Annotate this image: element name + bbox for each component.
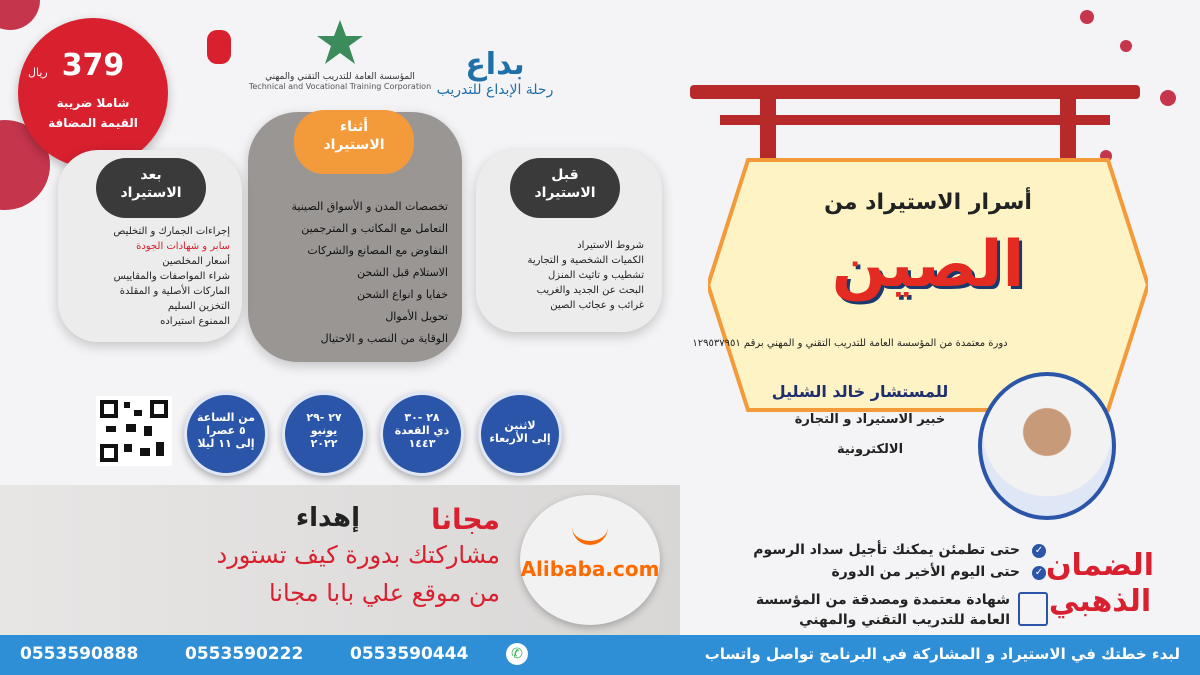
- ibda-logo: [410, 15, 580, 115]
- phone-number[interactable]: 0553590444: [350, 644, 469, 664]
- list-item: التخزين السليم: [167, 301, 230, 312]
- list-item: شروط الاستيراد: [577, 240, 644, 251]
- blossom-decoration: [0, 0, 40, 30]
- time-line-1: من الساعة: [197, 411, 255, 424]
- gregorian-line-2: يونيو: [310, 424, 338, 437]
- days-line-2: إلى الأربعاء: [489, 432, 551, 445]
- lightbulb-icon: [410, 15, 580, 47]
- list-item: تحويل الأموال: [385, 310, 448, 323]
- footer-bar: [0, 635, 1200, 675]
- price-currency: ريال: [28, 66, 48, 79]
- list-item: تشطيب و تاثيث المنزل: [548, 270, 644, 281]
- price-amount: 379: [61, 48, 125, 83]
- consultant-role-2: الالكترونية: [836, 442, 904, 457]
- list-item: تخصصات المدن و الأسواق الصينية: [291, 200, 448, 213]
- hijri-line-1: ٢٨ -٣٠: [404, 411, 440, 424]
- whatsapp-icon[interactable]: ✆: [506, 643, 528, 665]
- tvtc-name-en: Technical and Vocational Training Corporation: [248, 82, 432, 91]
- phone-number[interactable]: 0553590222: [185, 644, 304, 664]
- golden-title-line-2: الذهبي: [1048, 584, 1152, 619]
- guarantee-certificate-line-1: شهادة معتمدة ومصدقة من المؤسسة: [755, 592, 1010, 608]
- days-circle: [478, 392, 562, 476]
- alibaba-brand: Alibaba.com: [520, 557, 660, 581]
- list-item: خفايا و انواع الشحن: [356, 288, 448, 301]
- gregorian-date-circle: [282, 392, 366, 476]
- price-vat-line-1: شاملا ضريبة: [56, 96, 130, 110]
- during-title-line-1: أثناء: [339, 119, 369, 135]
- headline-country: الصين: [831, 228, 1025, 302]
- list-item: البحث عن الجديد والغريب: [536, 285, 644, 296]
- list-item: إجراءات الجمارك و التخليص: [113, 226, 230, 237]
- consultant-name: للمستشار خالد الشليل: [771, 382, 949, 401]
- before-title-line-2: الاستيراد: [534, 185, 596, 201]
- list-item: غرائب و عجائب الصين: [550, 300, 644, 311]
- price-vat-line-2: القيمة المضافة: [48, 116, 138, 130]
- after-title: [96, 158, 206, 218]
- qr-code-icon[interactable]: [96, 396, 172, 466]
- check-icon: ✓: [1032, 566, 1046, 580]
- certification-note: دورة معتمدة من المؤسسة العامة للتدريب التقني و المهني برقم ١٢٩٥٣٧٩٥١: [692, 338, 1008, 349]
- certificate-icon: [1018, 592, 1048, 626]
- phone-number[interactable]: 0553590888: [20, 644, 139, 664]
- after-list: [113, 226, 230, 331]
- list-item: شراء المواصفات والمقاييس: [113, 271, 230, 282]
- hijri-line-2: ذي القعدة: [394, 424, 450, 437]
- torii-gate-decoration: [690, 85, 1140, 99]
- blossom-decoration: [1080, 10, 1094, 24]
- gift-line-2: من موقع علي بابا مجانا: [268, 579, 500, 607]
- list-item: سابر و شهادات الجودة: [136, 241, 230, 252]
- footer-text: لبدء خطتك في الاستيراد و المشاركة في البرنامج تواصل واتساب: [704, 645, 1180, 663]
- headline-title: أسرار الاستيراد من: [824, 190, 1032, 215]
- gift-line-1: مشاركتك بدورة كيف تستورد: [216, 541, 500, 569]
- tvtc-emblem-icon: [315, 18, 365, 68]
- list-item: الاستلام قبل الشحن: [357, 266, 448, 279]
- list-item: التعامل مع المكاتب و المترجمين: [301, 222, 448, 235]
- time-line-2: ٥ عصرا: [206, 424, 246, 437]
- time-line-3: إلى ١١ ليلا: [197, 437, 255, 450]
- consultant-role-1: خبير الاستيراد و التجارة: [794, 412, 946, 427]
- torii-gate-decoration: [720, 115, 1110, 125]
- alibaba-sticker: [520, 495, 660, 625]
- during-title-line-2: الاستيراد: [323, 137, 385, 153]
- guarantee-certificate-line-2: العامة للتدريب التقني والمهني: [799, 612, 1010, 628]
- gift-label: إهداء: [295, 503, 360, 533]
- ibda-name: بداع: [465, 47, 525, 82]
- alibaba-smile-icon: [572, 523, 608, 545]
- guarantee-item: حتى تطمئن يمكنك تأجيل سداد الرسوم: [753, 542, 1020, 558]
- gregorian-line-1: ٢٧ -٢٩: [306, 411, 342, 424]
- blossom-decoration: [1120, 40, 1132, 52]
- gregorian-line-3: ٢٠٢٢: [310, 437, 338, 450]
- time-circle: [184, 392, 268, 476]
- hijri-line-3: ١٤٤٣: [408, 437, 436, 450]
- tvtc-name-ar: المؤسسة العامة للتدريب التقني والمهني: [265, 72, 415, 82]
- list-item: الكميات الشخصية و التجارية: [527, 255, 644, 266]
- during-list: [292, 200, 449, 354]
- gift-banner: [0, 485, 680, 635]
- list-item: أسعار المخلصين: [162, 256, 230, 267]
- during-title: [294, 110, 414, 174]
- list-item: الماركات الأصلية و المقلدة: [119, 286, 230, 297]
- golden-guarantee-title: [1040, 548, 1160, 620]
- hijri-date-circle: [380, 392, 464, 476]
- during-import-panel: [248, 112, 462, 362]
- after-title-line-1: بعد: [140, 167, 162, 183]
- golden-title-line-1: الضمان: [1045, 548, 1155, 583]
- guarantee-item: حتى اليوم الأخير من الدورة: [831, 564, 1020, 580]
- before-title: [510, 158, 620, 218]
- blossom-decoration: [1160, 90, 1176, 106]
- lantern-decoration: [207, 30, 231, 64]
- before-list: [527, 240, 644, 315]
- before-import-panel: [476, 150, 662, 332]
- list-item: الممنوع استيراده: [160, 316, 230, 327]
- after-title-line-2: الاستيراد: [120, 185, 182, 201]
- check-icon: ✓: [1032, 544, 1046, 558]
- ibda-tagline: رحلة الإبداع للتدريب: [436, 82, 554, 98]
- list-item: الوقاية من النصب و الاحتيال: [320, 332, 448, 345]
- before-title-line-1: قبل: [551, 167, 579, 183]
- price-badge: [18, 18, 168, 168]
- after-import-panel: [58, 150, 242, 342]
- list-item: التفاوض مع المصانع والشركات: [307, 244, 448, 257]
- days-line-1: لاثنين: [504, 419, 536, 432]
- consultant-photo: [978, 372, 1116, 520]
- gift-free: مجانا: [430, 503, 500, 536]
